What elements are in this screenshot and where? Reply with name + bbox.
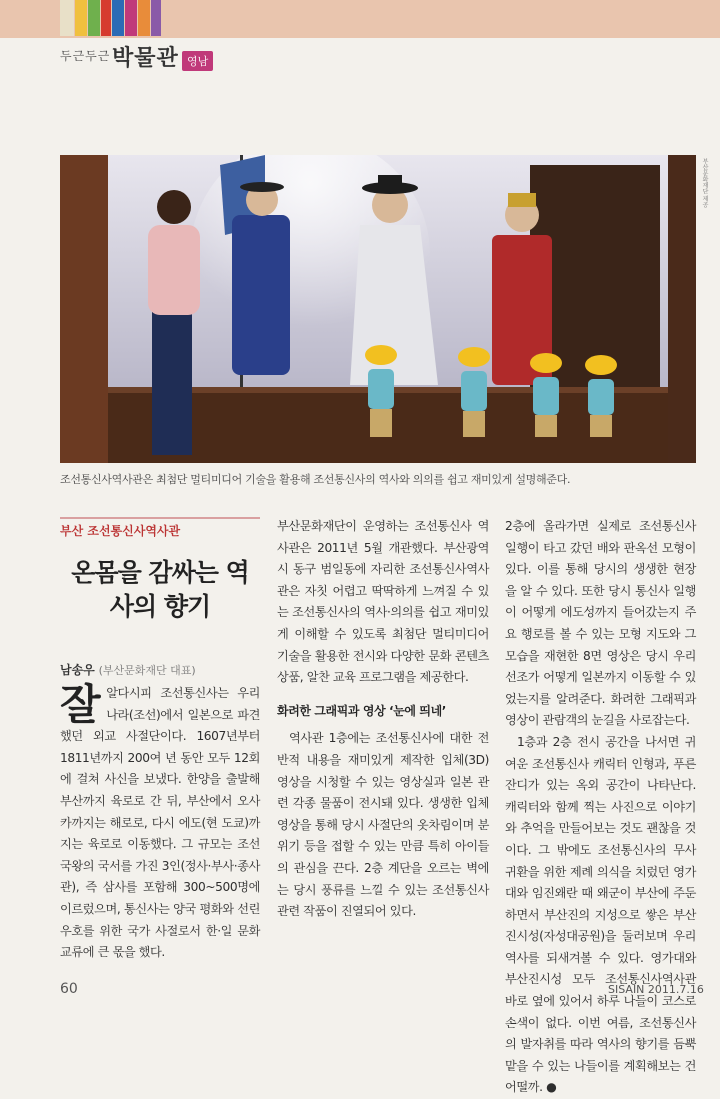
article-column-3 (505, 516, 696, 1099)
issue-label: SISAIN 2011.7.16 (608, 983, 704, 996)
color-swatch (88, 0, 100, 36)
exhibit-scene-illustration (60, 155, 696, 463)
page-number: 60 (60, 981, 78, 997)
color-swatch (125, 0, 137, 36)
article-headline: 온몸을 감싸는 역사의 향기 (71, 558, 249, 621)
article-paragraph: 역사관 1층에는 조선통신사에 대한 전반적 내용을 재미있게 제작한 입체(3D) 영상을 시청할 수 있는 영상실과 일본 관련 각종 물품이 전시돼 있다. 생생한 입체 영상을 통해 당시 사절단의 옷차림이며 분위기 등을 접할 수 있는 만큼 특히 아이들의 관심을 끈다. 2층 계단을 오르는 벽에는 당시 풍류를 느낄 수 있는 조선통신사 관련 작품이 진열되어 있다. (277, 731, 489, 919)
color-swatch (60, 0, 74, 36)
color-swatch (112, 0, 124, 36)
series-label: 두근두근 (60, 49, 111, 63)
photo-caption: 조선통신사역사관은 최첨단 멀티미디어 기술을 활용해 조선통신사의 역사와 의의를 쉽고 재미있게 설명해준다. (60, 473, 571, 486)
color-swatch (138, 0, 150, 36)
article-subhead: 화려한 그래픽과 영상 ‘눈에 띄네’ (277, 703, 446, 718)
color-swatch (151, 0, 161, 36)
photo-credit: 부산문화재단 제공 (701, 158, 708, 208)
region-badge: 영남 (182, 51, 213, 71)
byline (60, 661, 196, 678)
author-name: 남송우 (60, 663, 95, 677)
section-brand: 박물관 (112, 46, 179, 71)
drop-cap: 잘 (60, 680, 101, 729)
article-paragraph: 1층과 2층 전시 공간을 나서면 귀여운 조선통신사 캐릭터 인형과, 푸른 잔디가 있는 옥외 공간이 나타난다. 캐릭터와 함께 찍는 사진으로 이야기와 추억을 만들어보는 것도 괜찮을 것이다. 그 밖에도 조선통신사의 무사 귀환을 위한 제례 의식을 치렀던 영가대와 임진왜란 때 왜군이 부산에 주둔하면서 부산진의 지성으로 쌓은 부산진시성(자성대공원)을 둘러보며 우리 역사를 되새겨볼 수 있다. 영가대와 부산진시성 모두 조선통신사역사관 바로 옆에 있어서 하루 나들이 코스로 손색이 없다. 이번 여름, 조선통신사의 발자취를 따라 역사의 향기를 듬뿍 맡을 수 있는 나들이를 계획해보는 건 어떨까. ● (505, 734, 696, 1095)
article-column-1 (60, 680, 260, 964)
color-swatch (75, 0, 87, 36)
museum-photo (60, 155, 696, 463)
article-paragraph: 2층에 올라가면 실제로 조선통신사 일행이 타고 갔던 배와 판옥선 모형이 있다. 이를 통해 당시의 생생한 현장을 알 수 있다. 또한 당시 통신사 일행이 어떻게 에도성까지 들어갔는지 주요 행로를 볼 수 있는 모형 지도와 그 모습을 재현한 8면 영상은 당시 우리 선조가 어떻게 일본까지 이동할 수 있었는지를 알려준다. 화려한 그래픽과 영상이 관람객의 눈길을 사로잡는다. (505, 519, 696, 728)
article-paragraph: 부산문화재단이 운영하는 조선통신사 역사관은 2011년 5월 개관했다. 부산광역시 동구 범일동에 자리한 조선통신사역사관은 자칫 어렵고 딱딱하게 느껴질 수 있는 조선통신사의 역사·의의를 쉽고 재미있게 이해할 수 있도록 최첨단 멀티미디어 기술을 활용한 전시와 다양한 문화 콘텐츠 상품, 알찬 교육 프로그램을 제공한다. (277, 519, 489, 685)
article-column-2 (277, 516, 489, 923)
author-affiliation: (부산문화재단 대표) (98, 664, 196, 677)
top-color-band (0, 0, 720, 38)
article-kicker: 부산 조선통신사역사관 (60, 524, 181, 538)
color-swatch (101, 0, 111, 36)
article-paragraph: 잘알다시피 조선통신사는 우리나라(조선)에서 일본으로 파견했던 외교 사절단이다. 1607년부터 1811년까지 200여 년 동안 모두 12회에 걸쳐 사신을 보냈다. 한양을 출발해 부산까지 육로로 간 뒤, 부산에서 오사카까지는 해로로, 다시 에도(현 도쿄)까지는 육로로 이동했다. 그 규모는 조선 국왕의 국서를 가진 3인(정사·부사·종사관), 즉 삼사를 포함해 300~500명에 이르렀으며, 통신사는 양국 평화와 선린우호를 위한 국가 사절로서 한·일 문화 교류에 큰 몫을 했다. (60, 680, 260, 960)
kicker-divider (60, 517, 260, 519)
